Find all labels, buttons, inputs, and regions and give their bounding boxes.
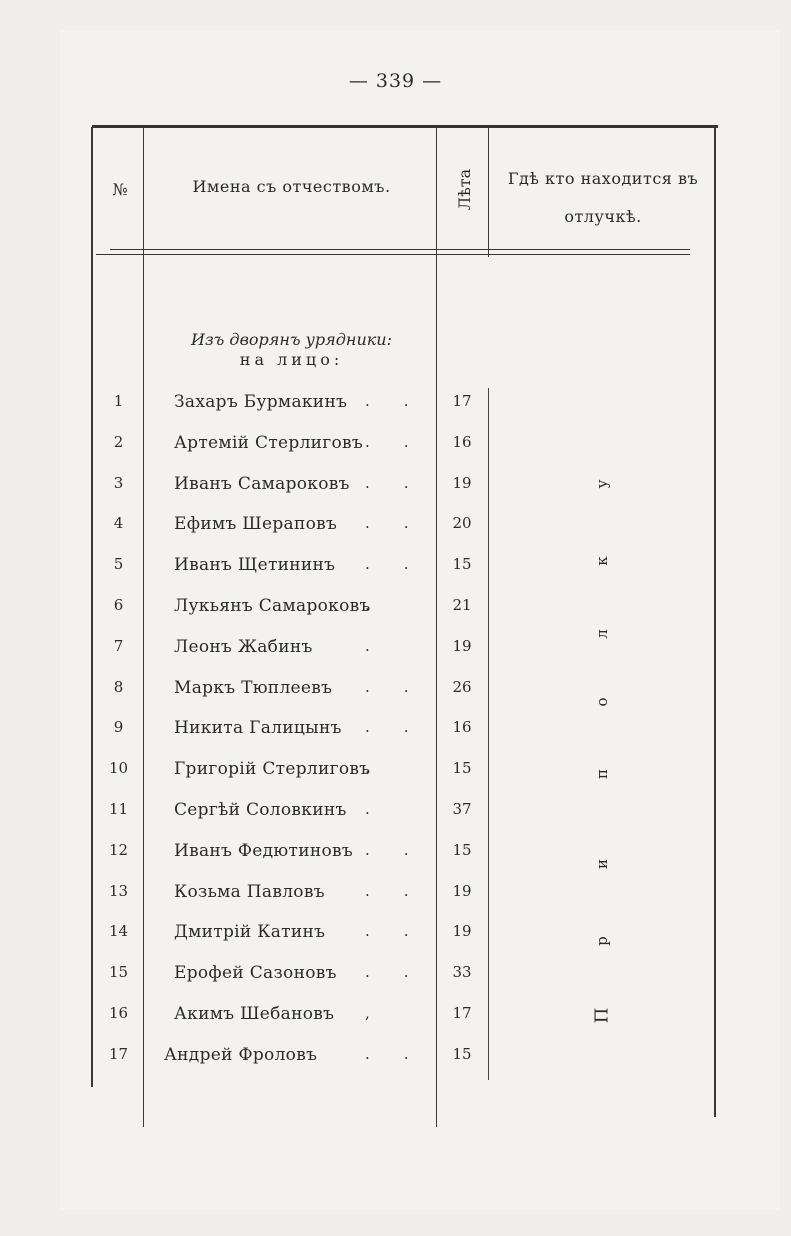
row-number: 8 (113, 677, 124, 696)
row-number: 14 (108, 922, 129, 941)
row-leader-dots: .. (365, 881, 443, 900)
vertical-letter: п (593, 769, 611, 779)
vertical-letter: р (593, 936, 611, 946)
row-leader-dots: , (365, 1004, 404, 1022)
table-row (0, 433, 791, 473)
header-bottom-border (110, 249, 690, 250)
table-row (0, 555, 791, 595)
row-name: Лукьянъ Самароковъ (174, 596, 371, 616)
vertical-letter: П (591, 1007, 613, 1024)
table-row (0, 759, 791, 799)
vertical-letter: л (593, 629, 611, 639)
row-number: 13 (108, 881, 129, 900)
row-number: 17 (108, 1044, 129, 1063)
row-leader-dots: . (365, 759, 404, 778)
table-row (0, 963, 791, 1003)
row-name: Маркъ Тюплеевъ (174, 677, 333, 698)
table-row (0, 841, 791, 881)
header-age-label: Лѣта (455, 168, 475, 210)
vertical-letter: у (593, 479, 611, 489)
table-top-border (92, 125, 718, 128)
row-number: 5 (113, 555, 124, 574)
table-row (0, 392, 791, 432)
header-bottom-border-2 (96, 254, 690, 255)
header-where-line2: отлучкѣ. (564, 207, 642, 226)
row-name: Иванъ Щетининъ (174, 555, 336, 576)
table-row (0, 474, 791, 514)
row-age: 15 (452, 1044, 472, 1063)
row-age: 15 (452, 555, 472, 574)
row-age: 19 (452, 922, 472, 941)
row-number: 16 (108, 1004, 129, 1022)
row-leader-dots: . (365, 800, 404, 818)
row-number: 2 (113, 432, 124, 451)
row-age: 26 (452, 677, 472, 696)
row-name: Иванъ Самароковъ (174, 473, 350, 494)
row-age: 15 (452, 759, 472, 778)
section-subtitle: на лицо: (239, 350, 344, 369)
group-bracket (488, 388, 489, 1080)
vertical-letter: к (593, 556, 611, 566)
row-leader-dots: . (365, 596, 404, 614)
table-row (0, 1004, 791, 1044)
row-number: 15 (108, 963, 129, 982)
row-name: Захаръ Бурмакинъ (174, 392, 348, 412)
row-leader-dots: .. (365, 473, 443, 492)
row-name: Артемій Стерлиговъ (174, 432, 364, 453)
table-row (0, 637, 791, 677)
row-leader-dots: .. (365, 677, 443, 696)
row-age: 20 (452, 514, 472, 533)
table-row (0, 922, 791, 962)
row-name: Ерофей Сазоновъ (174, 963, 337, 984)
table-row (0, 882, 791, 922)
row-leader-dots: .. (365, 392, 443, 410)
row-name: Леонъ Жабинъ (174, 636, 313, 657)
vertical-letter: о (593, 697, 611, 707)
row-age: 17 (452, 392, 472, 410)
row-number: 1 (113, 392, 124, 410)
row-name: Ефимъ Шераповъ (174, 514, 338, 535)
header-where-line1: Гдѣ кто находится въ (507, 169, 699, 188)
row-leader-dots: .. (365, 922, 443, 941)
row-name: Никита Галицынъ (174, 718, 342, 739)
table-row (0, 718, 791, 758)
row-age: 19 (452, 636, 472, 655)
row-leader-dots: .. (365, 555, 443, 574)
row-number: 3 (113, 473, 124, 492)
row-number: 6 (113, 596, 124, 614)
row-leader-dots: .. (365, 432, 443, 451)
row-number: 7 (113, 636, 124, 655)
row-name: Сергѣй Соловкинъ (174, 800, 347, 820)
page-number: — 339 — (348, 70, 443, 92)
row-name: Дмитрій Катинъ (174, 922, 326, 943)
row-age: 15 (452, 840, 472, 859)
row-number: 11 (108, 800, 129, 818)
table-row (0, 596, 791, 636)
row-age: 37 (452, 800, 472, 818)
table-row (0, 1045, 791, 1085)
row-number: 12 (108, 840, 129, 859)
row-name: Иванъ Федютиновъ (174, 840, 354, 861)
row-number: 9 (113, 718, 124, 737)
header-age (440, 128, 490, 250)
row-leader-dots: .. (365, 840, 443, 859)
row-age: 33 (452, 963, 472, 982)
row-name: Акимъ Шебановъ (174, 1004, 335, 1024)
header-number: № (112, 180, 128, 199)
header-name: Имена съ отчествомъ. (192, 177, 391, 196)
table-row (0, 514, 791, 554)
section-title: Изъ дворянъ урядники: (191, 330, 392, 349)
row-leader-dots: .. (365, 963, 443, 982)
row-leader-dots: .. (365, 514, 443, 533)
row-number: 10 (108, 759, 129, 778)
row-age: 19 (452, 473, 472, 492)
table-row (0, 678, 791, 718)
row-number: 4 (113, 514, 124, 533)
row-leader-dots: .. (365, 718, 443, 737)
row-name: Григорій Стерлиговъ (174, 759, 371, 780)
row-age: 21 (452, 596, 472, 614)
row-leader-dots: . (365, 636, 404, 655)
header-where (490, 160, 716, 236)
row-age: 16 (452, 718, 472, 737)
vertical-letter: и (593, 859, 611, 869)
row-leader-dots: .. (365, 1044, 443, 1063)
table-row (0, 800, 791, 840)
row-age: 16 (452, 432, 472, 451)
row-name: Андрей Фроловъ (164, 1044, 318, 1065)
row-age: 17 (452, 1004, 472, 1022)
row-name: Козьма Павловъ (174, 881, 325, 902)
row-age: 19 (452, 881, 472, 900)
